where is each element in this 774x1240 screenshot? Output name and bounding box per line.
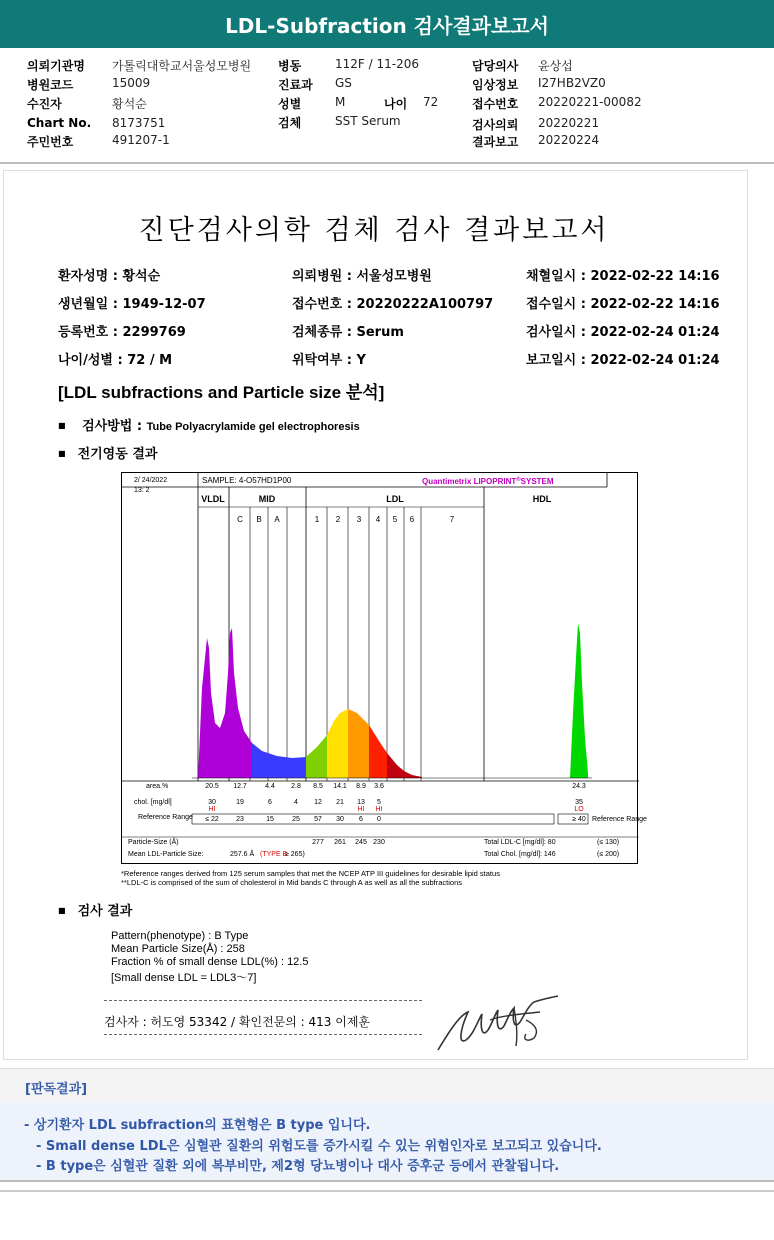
interpretation-line: - B type은 심혈관 질환 외에 복부비만, 제2형 당뇨병이나 대사 증후군 등에서 관찰됩니다. bbox=[36, 1159, 560, 1174]
electro-heading: ■ 전기영동 결과 bbox=[58, 443, 157, 462]
ldl2-peak bbox=[327, 709, 348, 778]
result-line: [Small dense LDL = LDL3～7] bbox=[111, 972, 257, 984]
header-label: Chart No. bbox=[27, 116, 92, 130]
header-label: 병원코드 bbox=[27, 78, 74, 92]
result-line: Mean Particle Size(Å) : 258 bbox=[111, 943, 245, 955]
area-pct-value: 12.7 bbox=[233, 783, 247, 790]
header-label: 결과보고 bbox=[472, 135, 519, 149]
particle-size-value: 245 bbox=[355, 839, 367, 846]
region-label-hdl: HDL bbox=[532, 494, 552, 504]
patient-field: 등록번호 : 2299769 bbox=[58, 325, 186, 340]
section-title: [LDL subfractions and Particle size 분석] bbox=[58, 383, 385, 402]
particle-size-value: 261 bbox=[334, 839, 346, 846]
chart-brand-suffix: SYSTEM bbox=[520, 477, 554, 486]
region-label-vldl: VLDL bbox=[201, 494, 225, 504]
footnote-1: *Reference ranges derived from 125 serum samples that met the NCEP ATP III guidelines for desirable lipid status bbox=[121, 869, 500, 878]
chart-brand-name: Quantimetrix LIPOPRINT bbox=[422, 477, 517, 486]
patient-field: 검체종류 : Serum bbox=[292, 325, 404, 340]
header-value: GS bbox=[335, 76, 352, 90]
header-value: I27HB2VZ0 bbox=[538, 76, 606, 90]
ref-value: 23 bbox=[236, 816, 244, 823]
row-label-ref: Reference Range bbox=[138, 814, 193, 821]
ldl4-peak bbox=[369, 725, 387, 778]
patient-field: 환자성명 : 황석순 bbox=[58, 269, 161, 284]
header-value: 20220221 bbox=[538, 116, 600, 130]
patient-field: 채혈일시 : 2022-02-22 14:16 bbox=[526, 269, 720, 284]
ldl5-peak bbox=[387, 753, 422, 778]
header-value: 491207-1 bbox=[112, 133, 170, 147]
header-label: 주민번호 bbox=[27, 135, 74, 149]
total-chol: Total Chol. [mg/dl]: 146 bbox=[484, 851, 556, 858]
method-label: 검사방법 : bbox=[82, 419, 147, 434]
header-label: 병동 bbox=[278, 59, 302, 73]
patient-field: 나이/성별 : 72 / M bbox=[58, 353, 173, 368]
electrophoresis-chart bbox=[121, 472, 647, 864]
patient-field: 검사일시 : 2022-02-24 01:24 bbox=[526, 325, 720, 340]
patient-field: 생년월일 : 1949-12-07 bbox=[58, 297, 206, 312]
area-pct-value: 20.5 bbox=[205, 783, 219, 790]
ref-value: 25 bbox=[292, 816, 300, 823]
interpretation-line: - 상기환자 LDL subfraction의 표현형은 B type 입니다. bbox=[24, 1118, 371, 1133]
header-value: 15009 bbox=[112, 76, 151, 90]
header-label: 임상정보 bbox=[472, 78, 519, 92]
signer-divider-top bbox=[104, 1000, 422, 1001]
result-heading: ■ 검사 결과 bbox=[58, 900, 132, 919]
ref-value: 0 bbox=[377, 816, 381, 823]
flag-value: LO bbox=[574, 806, 584, 813]
method-line bbox=[58, 415, 360, 434]
area-pct-value: 4.4 bbox=[265, 783, 275, 790]
header-age-value: 72 bbox=[423, 95, 439, 109]
signer-divider-bottom bbox=[104, 1034, 422, 1035]
total-ldl: Total LDL-C [mg/dl]: 80 bbox=[484, 839, 556, 846]
band-label: C bbox=[237, 515, 243, 524]
mean-size-value: 257.6 Å bbox=[230, 851, 255, 858]
area-pct-value: 14.1 bbox=[333, 783, 347, 790]
particle-size-value: 277 bbox=[312, 839, 324, 846]
total-chol-ref: (≤ 200) bbox=[597, 851, 620, 858]
band-label: 6 bbox=[409, 515, 415, 524]
chol-value: 4 bbox=[294, 799, 298, 806]
band-label: 1 bbox=[314, 515, 320, 524]
header-label: 검사의뢰 bbox=[472, 118, 519, 132]
flag-value: HI bbox=[357, 806, 365, 813]
area-pct-value: 3.6 bbox=[374, 783, 384, 790]
vldl-peak bbox=[198, 628, 252, 778]
band-label: 5 bbox=[392, 515, 398, 524]
band-label: 2 bbox=[335, 515, 341, 524]
method-value: Tube Polyacrylamide gel electrophoresis bbox=[146, 421, 360, 433]
report-title: 진단검사의학 검체 검사 결과보고서 bbox=[138, 215, 610, 246]
chol-value: 19 bbox=[236, 799, 244, 806]
footer-divider bbox=[0, 1190, 774, 1192]
chol-value: 30 bbox=[208, 799, 216, 806]
header-label: 성별 bbox=[278, 97, 302, 111]
chart-brand bbox=[422, 476, 554, 486]
chart-time: 13: 2 bbox=[134, 487, 150, 494]
ldl1-peak bbox=[306, 735, 327, 778]
header-value: 8173751 bbox=[112, 116, 166, 130]
area-pct-value: 8.5 bbox=[313, 783, 323, 790]
region-label-ldl: LDL bbox=[386, 494, 404, 504]
interpretation-box bbox=[0, 1102, 774, 1182]
report-window-title: LDL-Subfraction 검사결과보고서 bbox=[0, 0, 774, 48]
chart-brand-mark: ® bbox=[516, 477, 521, 483]
patient-field: 접수번호 : 20220222A100797 bbox=[292, 297, 494, 312]
band-label: 3 bbox=[356, 515, 362, 524]
interpretation-header bbox=[0, 1068, 774, 1102]
area-pct-value: 2.8 bbox=[291, 783, 301, 790]
signature-icon bbox=[430, 990, 565, 1060]
header-label: 접수번호 bbox=[472, 97, 519, 111]
row-label-area: area.% bbox=[146, 783, 169, 790]
header-value: 윤상섭 bbox=[538, 59, 573, 73]
header-label: 진료과 bbox=[278, 78, 313, 92]
chol-value: 35 bbox=[575, 799, 583, 806]
ref-value: 6 bbox=[359, 816, 363, 823]
ref-value: ≥ 40 bbox=[572, 816, 586, 823]
header-value: 20220224 bbox=[538, 133, 600, 147]
chol-value: 6 bbox=[268, 799, 272, 806]
hdl-ref-label: Reference Range bbox=[592, 816, 647, 823]
row-label-size: Particle-Size (Å) bbox=[128, 839, 179, 846]
area-pct-value: 8.9 bbox=[356, 783, 366, 790]
header-label: 검체 bbox=[278, 116, 302, 130]
chart-date: 2/ 24/2022 bbox=[134, 477, 168, 484]
mean-size-ref: ≥ 265) bbox=[285, 851, 305, 858]
patient-field: 위탁여부 : Y bbox=[292, 353, 366, 368]
ref-value: 57 bbox=[314, 816, 322, 823]
ref-value: 30 bbox=[336, 816, 344, 823]
ldl3-peak bbox=[348, 709, 369, 778]
mean-size-type: (TYPE B bbox=[260, 851, 288, 858]
chol-value: 5 bbox=[377, 799, 381, 806]
chol-value: 12 bbox=[314, 799, 322, 806]
header-label: 수진자 bbox=[27, 97, 62, 111]
particle-size-value: 230 bbox=[373, 839, 385, 846]
header-age-label: 나이 bbox=[384, 97, 408, 111]
header-value: 가톨릭대학교서울성모병원 bbox=[112, 59, 252, 73]
footnote-2: **LDL-C is comprised of the sum of cholesterol in Mid bands C through A as well as all the subfractions bbox=[121, 878, 463, 887]
header-label: 의뢰기관명 bbox=[27, 59, 85, 73]
band-label: B bbox=[256, 515, 262, 524]
flag-value: HI bbox=[375, 806, 383, 813]
header-value: 112F / 11-206 bbox=[335, 57, 419, 71]
interpretation-title: [판독결과] bbox=[25, 1082, 88, 1097]
header-value: 황석순 bbox=[112, 97, 147, 111]
header-label: 담당의사 bbox=[472, 59, 519, 73]
area-pct-value: 24.3 bbox=[572, 783, 586, 790]
ref-value: 15 bbox=[266, 816, 274, 823]
signer-line: 검사자 : 허도영 53342 / 확인전문의 : 413 이제훈 bbox=[104, 1015, 371, 1029]
flag-value: HI bbox=[208, 806, 216, 813]
interpretation-line: - Small dense LDL은 심혈관 질환의 위험도를 증가시킬 수 있는 위험인자로 보고되고 있습니다. bbox=[36, 1139, 602, 1154]
band-label: 7 bbox=[449, 515, 455, 524]
chart-sample: SAMPLE: 4-O57HD1P00 bbox=[202, 476, 292, 485]
header-value: SST Serum bbox=[335, 114, 401, 128]
row-label-mean: Mean LDL-Particle Size: bbox=[128, 851, 204, 858]
row-label-chol: chol. [mg/dl] bbox=[134, 799, 172, 806]
header-divider bbox=[0, 162, 774, 164]
patient-field: 접수일시 : 2022-02-22 14:16 bbox=[526, 297, 720, 312]
result-line: Pattern(phenotype) : B Type bbox=[111, 930, 249, 942]
region-label-mid: MID bbox=[258, 494, 276, 504]
mid-peak bbox=[252, 743, 306, 778]
header-value: M bbox=[335, 95, 346, 109]
header-value: 20220221-00082 bbox=[538, 95, 642, 109]
result-line: Fraction % of small dense LDL(%) : 12.5 bbox=[111, 956, 309, 968]
hdl-peak bbox=[570, 623, 588, 778]
ref-value: ≤ 22 bbox=[205, 816, 219, 823]
band-label: 4 bbox=[375, 515, 381, 524]
chol-value: 21 bbox=[336, 799, 344, 806]
total-ldl-ref: (≤ 130) bbox=[597, 839, 620, 846]
patient-field: 의뢰병원 : 서울성모병원 bbox=[292, 269, 432, 284]
patient-field: 보고일시 : 2022-02-24 01:24 bbox=[526, 353, 720, 368]
chol-value: 13 bbox=[357, 799, 365, 806]
band-label: A bbox=[274, 515, 280, 524]
electrophoresis-svg bbox=[122, 473, 647, 865]
